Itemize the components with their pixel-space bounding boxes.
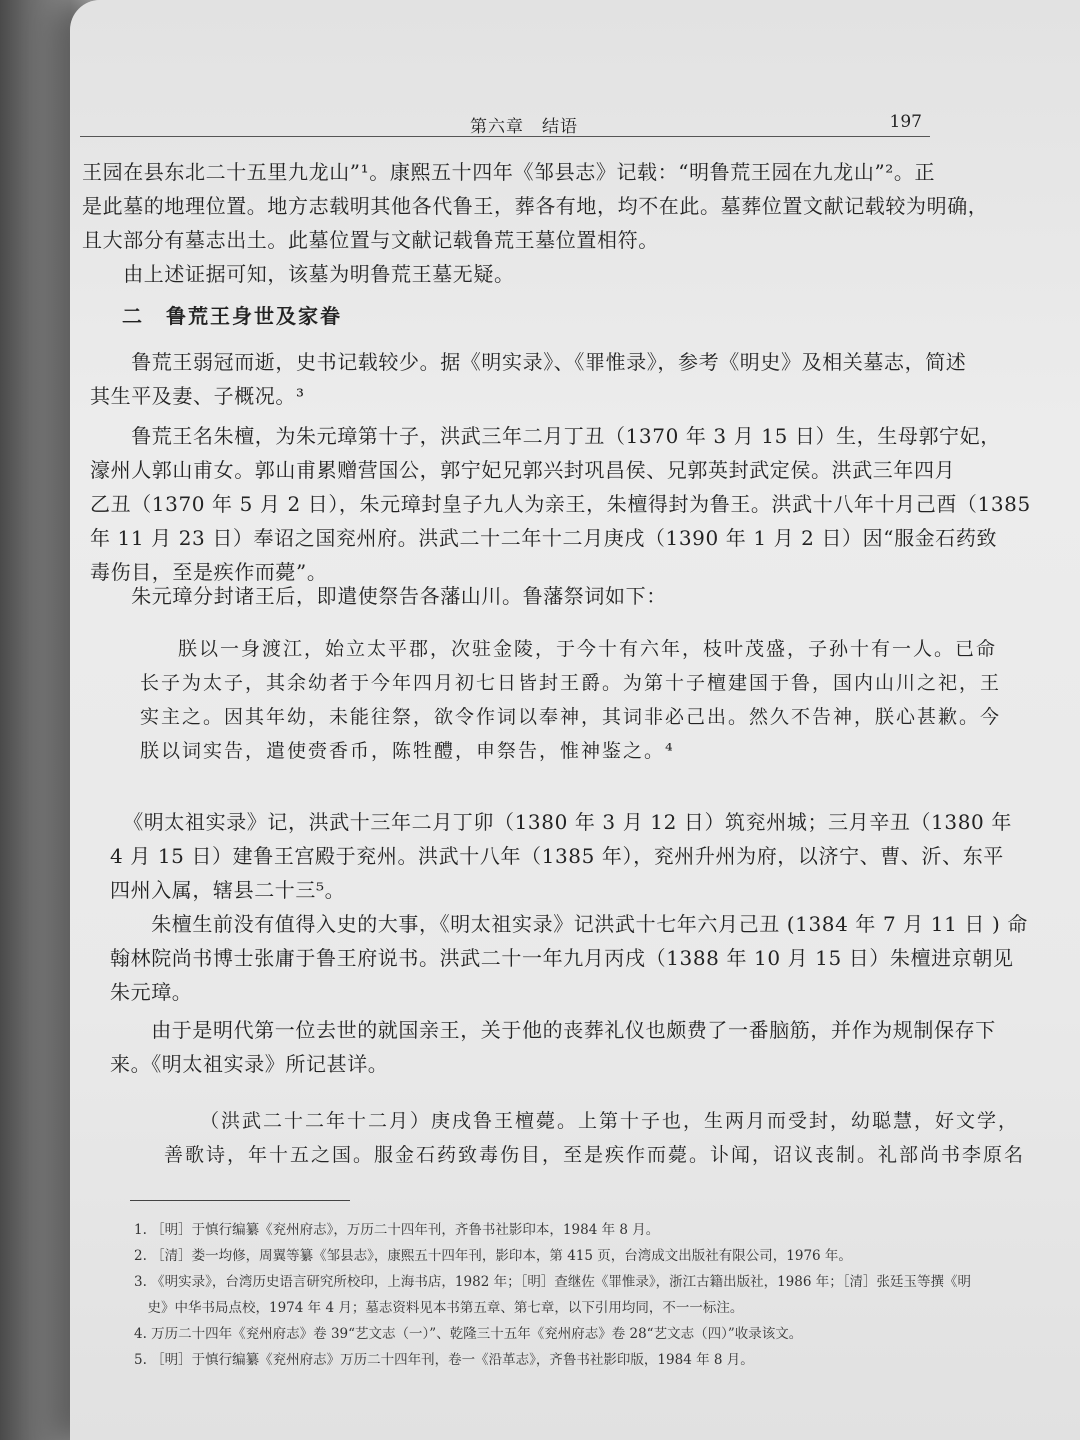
body-line: 其生平及妻、子概况。³: [90, 384, 305, 408]
footnote: 3. 《明实录》，台湾历史语言研究所校印，上海书店，1982 年；［明］查继佐《罪惟录》，浙江古籍出版社，1986 年；［清］张廷玉等撰《明: [134, 1274, 971, 1290]
quote-line: 朕以词实告，遣使赍香币，陈牲醴，申祭告，惟神鉴之。⁴: [140, 740, 675, 762]
body-line: 且大部分有墓志出土。此墓位置与文献记载鲁荒王墓位置相符。: [82, 228, 659, 252]
footnote: 史》中华书局点校，1974 年 4 月；墓志资料见本书第五章、第七章，以下引用均同，不一一标注。: [134, 1300, 744, 1316]
body-line: 朱元璋。: [110, 980, 193, 1004]
chapter-title: 第六章 结语: [470, 117, 578, 137]
body-line: 鲁荒王弱冠而逝，史书记载较少。据《明实录》、《罪惟录》，参考《明史》及相关墓志，简述: [90, 350, 967, 374]
quote-line: 长子为太子，其余幼者于今年四月初七日皆封王爵。为第十子檀建国于鲁，国内山川之祀，王: [140, 672, 1002, 694]
quote-line: 实主之。因其年幼，未能往祭，欲令作词以奉神，其词非必己出。然久不告神，朕心甚歉。今: [140, 706, 1002, 728]
footnote-divider: [130, 1200, 350, 1201]
running-header: [80, 108, 930, 137]
body-line: 四州入属，辖县二十三⁵。: [110, 878, 346, 902]
footnote: 1. ［明］于慎行编纂《兖州府志》，万历二十四年刊，齐鲁书社影印本，1984 年 8 月。: [134, 1222, 660, 1238]
quote-line: （洪武二十二年十二月）庚戌鲁王檀薨。上第十子也，生两月而受封，幼聪慧，好文学，: [200, 1110, 1020, 1132]
body-line: 来。《明太祖实录》所记甚详。: [110, 1052, 389, 1076]
body-line: 鲁荒王名朱檀，为朱元璋第十子，洪武三年二月丁丑（1370 年 3 月 15 日）生，生母郭宁妃，: [90, 424, 1001, 448]
body-line: 朱檀生前没有值得入史的大事，《明太祖实录》记洪武十七年六月己丑 (1384 年 7 月 11 日 ) 命: [110, 912, 1028, 936]
body-line: 毒伤目，至是疾作而薨”。: [90, 560, 328, 584]
body-line: 《明太祖实录》记，洪武十三年二月丁卯（1380 年 3 月 12 日）筑兖州城；三月辛丑（1380 年: [92, 810, 1012, 834]
quote-line: 朕以一身渡江，始立太平郡，次驻金陵，于今十有六年，枝叶茂盛，子孙十有一人。已命: [178, 638, 998, 660]
body-line: 由上述证据可知，该墓为明鲁荒王墓无疑。: [82, 262, 515, 286]
body-line: 翰林院尚书博士张庸于鲁王府说书。洪武二十一年九月丙戌（1388 年 10 月 15 日）朱檀进京朝见: [110, 946, 1014, 970]
footnote: 5. ［明］于慎行编纂《兖州府志》万历二十四年刊，卷一《沿革志》，齐鲁书社影印版，1984 年 8 月。: [134, 1352, 754, 1368]
quote-line: 善歌诗，年十五之国。服金石药致毒伤目，至是疾作而薨。讣闻，诏议丧制。礼部尚书李原名: [164, 1144, 1026, 1166]
body-line: 4 月 15 日）建鲁王宫殿于兖州。洪武十八年（1385 年），兖州升州为府，以济宁、曹、沂、东平: [110, 844, 1004, 868]
body-line: 乙丑（1370 年 5 月 2 日），朱元璋封皇子九人为亲王，朱檀得封为鲁王。洪武十八年十月己酉（1385: [90, 492, 1031, 516]
section-heading: 二 鲁荒王身世及家眷: [122, 304, 342, 328]
footnote: 2. ［清］娄一均修，周翼等纂《邹县志》，康熙五十四年刊，影印本，第 415 页，台湾成文出版社有限公司，1976 年。: [134, 1248, 852, 1264]
body-line: 年 11 月 23 日）奉诏之国兖州府。洪武二十二年十二月庚戌（1390 年 1 月 2 日）因“服金石药致: [90, 526, 998, 550]
body-line: 朱元璋分封诸王后，即遣使祭告各藩山川。鲁藩祭词如下：: [90, 584, 667, 608]
page-number: 197: [889, 112, 922, 132]
body-line: 是此墓的地理位置。地方志载明其他各代鲁王，葬各有地，均不在此。墓葬位置文献记载较为明确，: [82, 194, 989, 218]
footnote: 4. 万历二十四年《兖州府志》卷 39“艺文志（一）”、乾隆三十五年《兖州府志》卷 28“艺文志（四）”收录该文。: [134, 1326, 803, 1342]
body-line: 由于是明代第一位去世的就国亲王，关于他的丧葬礼仪也颇费了一番脑筋，并作为规制保存下: [110, 1018, 996, 1042]
body-line: 王园在县东北二十五里九龙山”¹。康熙五十四年《邹县志》记载：“明鲁荒王园在九龙山”²。正: [82, 160, 936, 184]
body-line: 濠州人郭山甫女。郭山甫累赠营国公，郭宁妃兄郭兴封巩昌侯、兄郭英封武定侯。洪武三年四月: [90, 458, 956, 482]
